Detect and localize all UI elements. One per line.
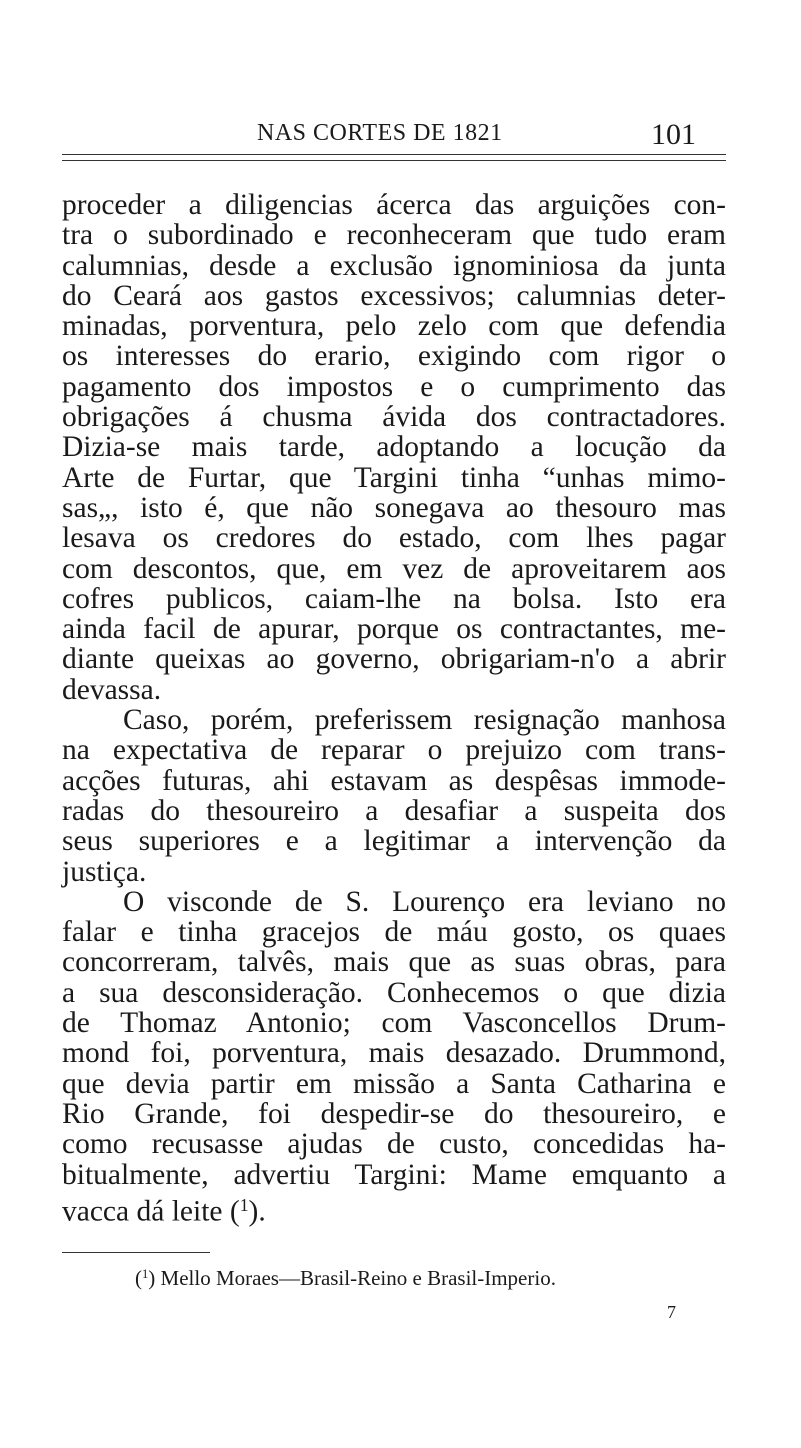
text-line: falar e tinha gracejos de máu gosto, os quaes (62, 916, 726, 949)
footnote-rule (62, 1252, 210, 1253)
text-line: O visconde de S. Lourenço era leviano no (123, 885, 726, 918)
text-line: tra o subordinado e reconheceram que tudo eram (62, 219, 726, 252)
text-line: cofres publicos, caiam-lhe na bolsa. Isto era (62, 582, 726, 615)
text-line: acções futuras, ahi estavam as despêsas immode- (62, 764, 726, 797)
text-line: mond foi, porventura, mais desazado. Drummond, (62, 1037, 726, 1070)
text-line: devassa. (62, 673, 162, 706)
text-line: ainda facil de apurar, porque os contractantes, me- (62, 613, 726, 646)
signature-mark: 7 (667, 1302, 676, 1322)
text-line: com descontos, que, em vez de aproveitarem aos (62, 552, 726, 585)
text-line: Dizia-se mais tarde, adoptando a locução da (62, 431, 726, 464)
text-line: sas„, isto é, que não sonegava ao thesouro mas (62, 491, 726, 524)
final-line-end: ). (248, 1195, 266, 1228)
text-line-final (62, 1190, 726, 1228)
header-rule (62, 154, 726, 161)
text-line: obrigações á chusma ávida dos contractadores. (62, 401, 726, 434)
text-line: Rio Grande, foi despedir-se do thesoureiro, e (62, 1097, 726, 1130)
text-line: minadas, porventura, pelo zelo com que defendia (62, 310, 726, 343)
text-line: os interesses do erario, exigindo com rigor o (62, 340, 726, 373)
text-line: radas do thesoureiro a desafiar a suspeita dos (62, 794, 726, 827)
text-line: a sua desconsideração. Conhecemos o que dizia (62, 976, 726, 1009)
text-line: proceder a diligencias ácerca das arguições con- (62, 189, 726, 221)
footnote: ($^1$) Mello Moraes—Brasil-Reino e Brasil-Imperio. (135, 1266, 556, 1290)
text-line: Arte de Furtar, que Targini tinha “unhas mimo- (62, 461, 726, 494)
text-line: como recusasse ajudas de custo, concedidas ha- (62, 1128, 726, 1161)
text-line: de Thomaz Antonio; com Vasconcellos Drum- (62, 1007, 726, 1040)
text-line: bitualmente, advertiu Targini: Mame emquanto a (62, 1158, 726, 1191)
text-line: lesava os credores do estado, com lhes pagar (62, 522, 726, 555)
text-line: que devia partir em missão a Santa Catharina e (62, 1067, 726, 1100)
text-line: Caso, porém, preferissem resignação manhosa (123, 704, 726, 737)
text-line: calumnias, desde a exclusão ignominiosa da junta (62, 249, 726, 282)
running-title: NAS CORTES DE 1821 (257, 120, 503, 146)
text-line: na expectativa de reparar o prejuizo com trans- (62, 734, 726, 767)
footnote-text: Mello Moraes—Brasil-Reino e Brasil-Imperio. (155, 1266, 556, 1290)
body-text (62, 189, 726, 1228)
text-line: concorreram, talvês, mais que as suas obras, para (62, 946, 726, 979)
text-line: diante queixas ao governo, obrigariam-n'o a abrir (62, 643, 726, 676)
footnote-reference: 1 (239, 1194, 249, 1215)
text-line: justiça. (62, 855, 147, 888)
text-line: do Ceará aos gastos excessivos; calumnias deter- (62, 279, 726, 312)
final-line-text: vacca dá leite ( (62, 1195, 240, 1228)
page-number: 101 (651, 118, 696, 151)
text-line: seus superiores e a legitimar a intervenção da (62, 825, 726, 858)
footnote-marker: 1 (142, 1267, 149, 1282)
page-header (62, 118, 726, 158)
text-line: pagamento dos impostos e o cumprimento das (62, 370, 726, 403)
